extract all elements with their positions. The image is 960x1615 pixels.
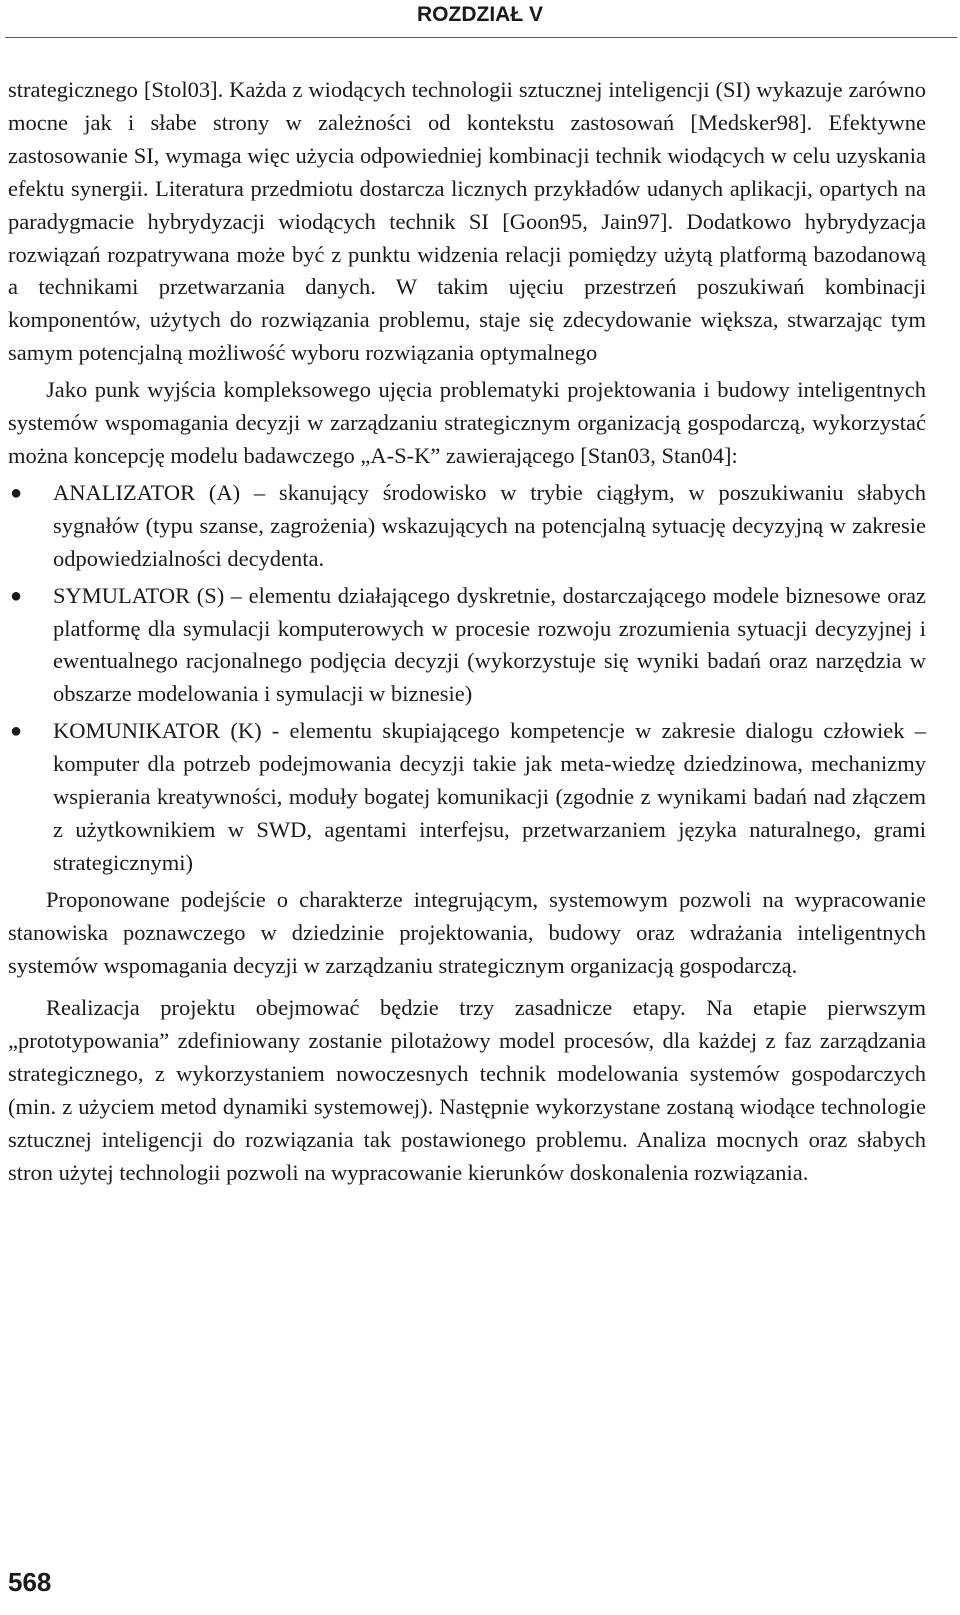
paragraph-1: strategicznego [Stol03]. Każda z wiodących technologii sztucznej inteligencji (SI) wykazuje zarówno mocne jak i słabe strony w zależności od kontekstu zastosowań [Medsker98]. Efektywne zastosowanie SI, wymaga więc użycia odpowiedniej kombinacji technik wiodących w celu uzyskania efektu synergii. Literatura przedmiotu dostarcza licznych przykładów udanych aplikacji, opartych na paradygmacie hybrydyzacji wiodących technik SI [Goon95, Jain97]. Dodatkowo hybrydyzacja rozwiązań rozpatrywana może być z punktu widzenia relacji pomiędzy użytą platformą bazodanową a technikami przetwarzania danych. W takim ujęciu przestrzeń poszukiwań kombinacji komponentów, użytych do rozwiązania problemu, staje się zdecydowanie większa, stwarzając tym samym potencjalną możliwość wyboru rozwiązania optymalnego (8, 77, 926, 366)
ask-model-list (8, 477, 926, 880)
bullet-icon: ● (10, 720, 23, 743)
page-number: 568 (8, 1567, 52, 1597)
page-body (8, 74, 926, 1190)
bullet-icon: ● (10, 584, 23, 607)
chapter-header: ROZDZIAŁ V (417, 3, 543, 26)
list-item-komunikator (8, 715, 926, 880)
paragraph-2: Jako punk wyjścia kompleksowego ujęcia problematyki projektowania i budowy inteligentnych systemów wspomagania decyzji w zarządzaniu strategicznym organizacją gospodarczą, wykorzystać można koncepcję modelu badawczego „A-S-K” zawierającego [Stan03, Stan04]: (8, 377, 926, 468)
list-item-text: ANALIZATOR (A) – skanujący środowisko w trybie ciągłym, w poszukiwaniu słabych sygnałów (typu szanse, zagrożenia) wskazujących na potencjalną sytuację decyzyjną w zakresie odpowiedzialności decydenta. (53, 479, 926, 571)
header-rule (5, 37, 957, 38)
paragraph-3: Proponowane podejście o charakterze integrującym, systemowym pozwoli na wypracowanie stanowiska poznawczego w dziedzinie projektowania, budowy oraz wdrażania inteligentnych systemów wspomagania decyzji w zarządzaniu strategicznym organizacją gospodarczą. (8, 886, 926, 978)
paragraph-4: Realizacja projektu obejmować będzie trzy zasadnicze etapy. Na etapie pierwszym „prototypowania” zdefiniowany zostanie pilotażowy model procesów, dla każdej z faz zarządzania strategicznego, z wykorzystaniem nowoczesnych technik modelowania systemów gospodarczych (min. z użyciem metod dynamiki systemowej). Następnie wykorzystane zostaną wiodące technologie sztucznej inteligencji do rozwiązania tak postawionego problemu. Analiza mocnych oraz słabych stron użytej technologii pozwoli na wypracowanie kierunków doskonalenia rozwiązania. (8, 995, 926, 1185)
bullet-icon: ● (10, 481, 23, 504)
list-item-text: SYMULATOR (S) – elementu działającego dyskretnie, dostarczającego modele biznesowe oraz platformę dla symulacji komputerowych w procesie rozwoju zrozumienia sytuacji decyzyjnej i ewentualnego racjonalnego podjęcia decyzji (wykorzystuje się wyniki badań oraz narzędzia w obszarze modelowania i symulacji w biznesie) (53, 582, 926, 707)
list-item-text: KOMUNIKATOR (K) - elementu skupiającego kompetencje w zakresie dialogu człowiek – komputer dla potrzeb podejmowania decyzji takie jak meta-wiedzę dziedzinowa, mechanizmy wspierania kreatywności, moduły bogatej komunikacji (zgodnie z wynikami badań nad złączem z użytkownikiem w SWD, agentami interfejsu, przetwarzaniem języka naturalnego, grami strategicznymi) (53, 718, 926, 875)
list-item-symulator (8, 580, 926, 712)
list-item-analizator (8, 477, 926, 576)
